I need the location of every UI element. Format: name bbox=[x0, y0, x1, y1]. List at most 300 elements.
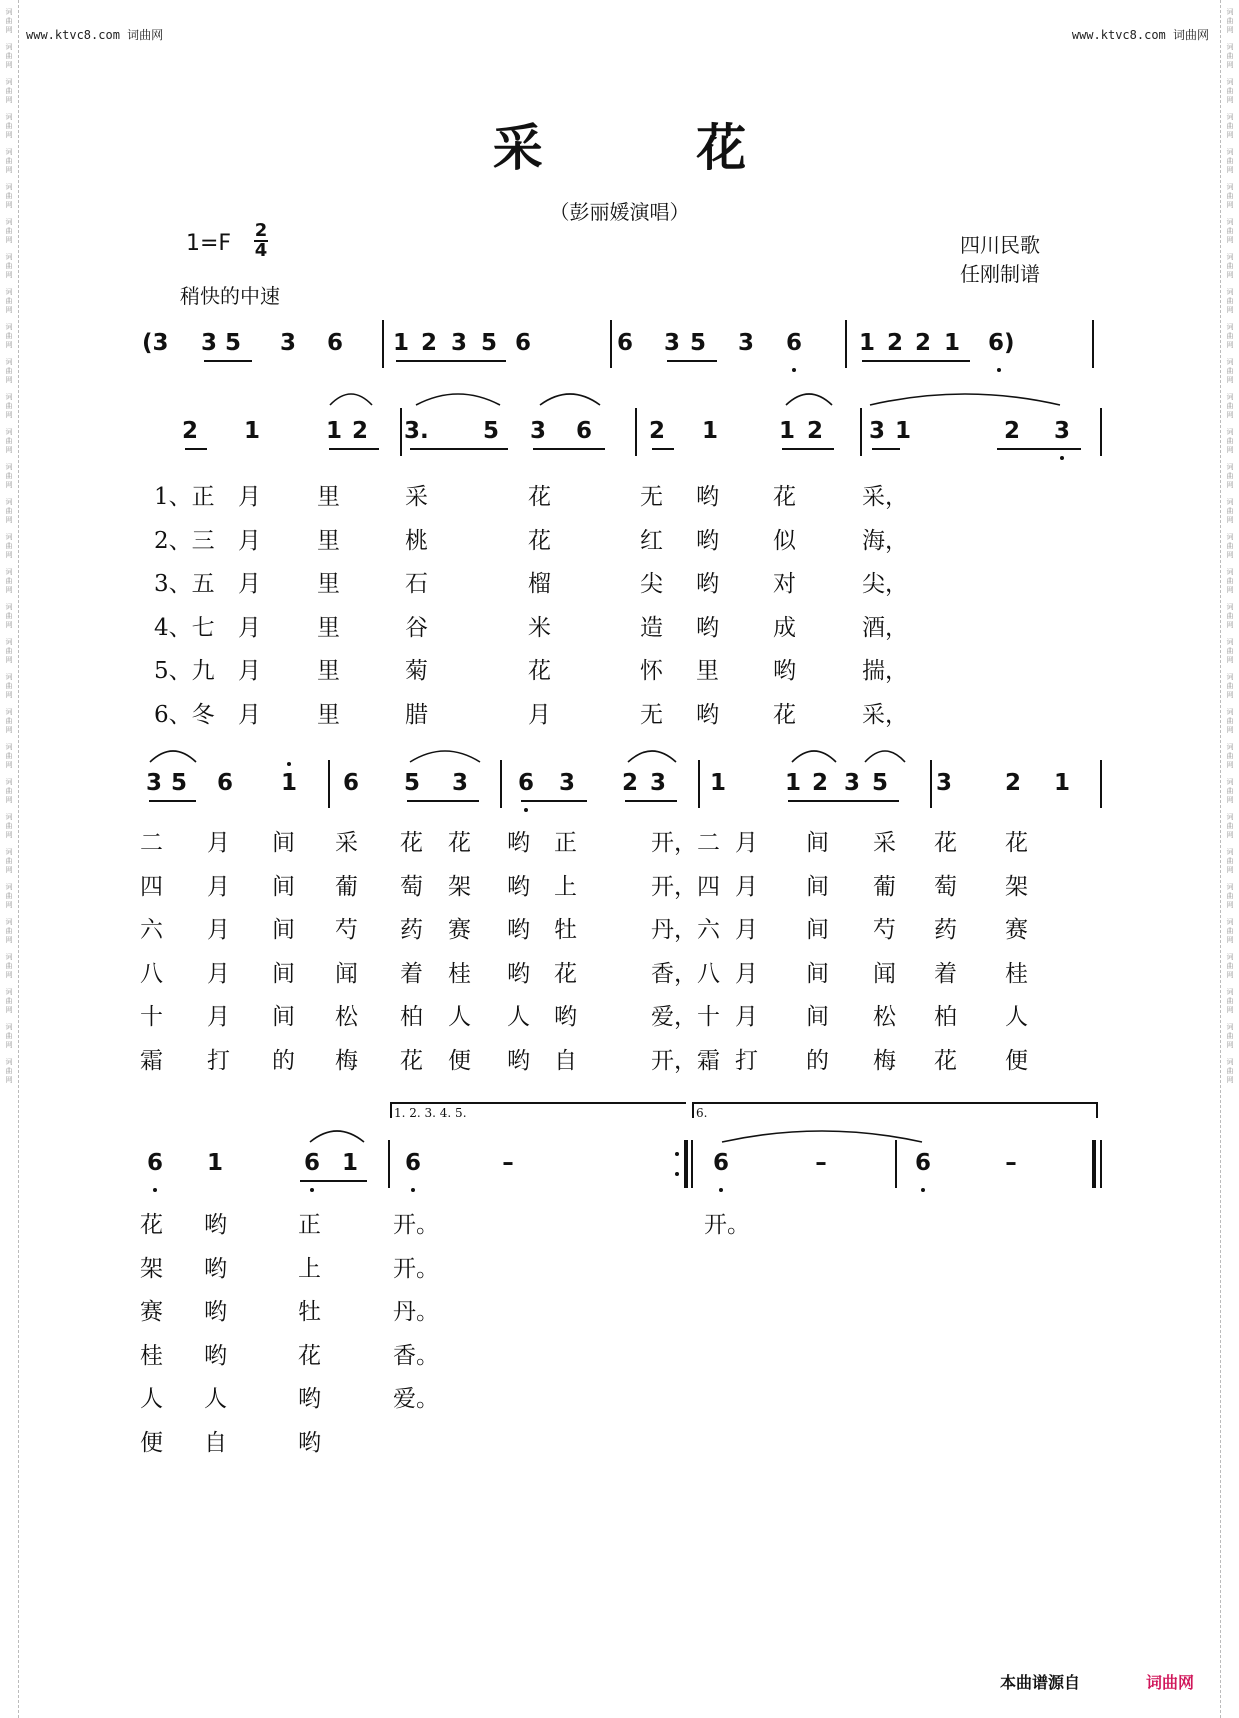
lyric-syllable: 花 bbox=[400, 830, 423, 856]
lyric-syllable: 便 bbox=[140, 1429, 163, 1456]
lyric-syllable: 正 bbox=[298, 1212, 321, 1238]
note: 5 bbox=[482, 418, 499, 444]
slur bbox=[540, 394, 600, 405]
watermark-glyph-group: 词 曲 网 bbox=[1226, 988, 1234, 1014]
lyric-syllable: 里 bbox=[317, 701, 340, 728]
lyric-syllable: 着 bbox=[934, 960, 957, 987]
note: 6) bbox=[988, 330, 1015, 356]
volta-second-label: 6. bbox=[696, 1106, 708, 1120]
lyric-syllable: 月 bbox=[735, 873, 758, 900]
lyric-syllable: 八 bbox=[140, 960, 163, 987]
lyric-syllable: 间 bbox=[806, 917, 829, 943]
slur bbox=[416, 394, 500, 405]
lyric-syllable: 月 bbox=[207, 1004, 230, 1030]
lyric-syllable: 香，八 bbox=[651, 960, 720, 987]
watermark-glyph-group: 词 曲 网 bbox=[5, 813, 13, 839]
time-bottom: 4 bbox=[254, 240, 268, 261]
lyric-syllable: 梅 bbox=[873, 1047, 896, 1074]
lyric-syllable: 月 bbox=[528, 701, 551, 728]
note: 6 bbox=[216, 770, 233, 796]
note: 6 bbox=[146, 1150, 163, 1176]
lyric-syllable: 丹，六 bbox=[651, 917, 720, 943]
note: 1 bbox=[943, 330, 960, 356]
note: 6 bbox=[575, 418, 592, 444]
lyric-syllable: 石 bbox=[405, 571, 428, 597]
repeat-barline bbox=[684, 1140, 688, 1188]
lyric-syllable: 采， bbox=[862, 701, 908, 728]
watermark-glyph-group: 词 曲 网 bbox=[1226, 1058, 1234, 1084]
lyric-syllable: 打 bbox=[207, 1047, 230, 1074]
lyric-syllable: 柏 bbox=[400, 1004, 423, 1030]
watermark-glyph-group: 词 曲 网 bbox=[5, 743, 13, 769]
lyric-syllable: 人 bbox=[1005, 1004, 1028, 1030]
lyric-syllable: 哟 bbox=[298, 1386, 321, 1412]
slur bbox=[150, 751, 196, 762]
lyric-syllable: 无 bbox=[640, 701, 663, 728]
lyric-syllable: 爱。 bbox=[393, 1386, 439, 1412]
lyric-syllable: 哟 bbox=[204, 1299, 227, 1325]
watermark-glyph-group: 词 曲 网 bbox=[5, 43, 13, 69]
lyric-syllable: 3、五 bbox=[154, 571, 215, 597]
watermark-glyph-group: 词 曲 网 bbox=[5, 568, 13, 594]
note: 3 bbox=[843, 770, 860, 796]
lyric-syllable: 六 bbox=[140, 917, 163, 943]
watermark-glyph-group: 词 曲 网 bbox=[5, 918, 13, 944]
note: 2 bbox=[351, 418, 368, 444]
lyric-syllable: 哟 bbox=[507, 917, 530, 943]
watermark-glyph-group: 词 曲 网 bbox=[1226, 43, 1234, 69]
slur bbox=[870, 394, 1060, 405]
note: 3 bbox=[1053, 418, 1070, 444]
lyric-syllable: 海， bbox=[862, 527, 908, 554]
note: 3 bbox=[935, 770, 952, 796]
lyric-syllable: 哟 bbox=[507, 873, 530, 900]
lyric-syllable: 哟 bbox=[696, 484, 719, 510]
lyric-syllable: 桃 bbox=[405, 527, 428, 554]
watermark-glyph-group: 词 曲 网 bbox=[5, 183, 13, 209]
footer-source-site[interactable]: 词曲网 bbox=[1146, 1673, 1195, 1692]
lyric-syllable: 柏 bbox=[934, 1004, 957, 1030]
lyric-syllable: 花 bbox=[140, 1212, 163, 1238]
lyric-syllable: 造 bbox=[640, 614, 663, 641]
watermark-glyph-group: 词 曲 网 bbox=[5, 638, 13, 664]
note: 6 bbox=[342, 770, 359, 796]
lyric-syllable: 哟 bbox=[696, 614, 719, 641]
lyric-syllable: 采 bbox=[335, 830, 358, 856]
watermark-glyph-group: 词 曲 网 bbox=[1226, 323, 1234, 349]
watermark-glyph-group: 词 曲 网 bbox=[1226, 673, 1234, 699]
lyric-syllable: 着 bbox=[400, 960, 423, 987]
lyric-syllable: 葡 bbox=[873, 873, 896, 900]
watermark-glyph-group: 词 曲 网 bbox=[5, 148, 13, 174]
lyric-syllable: 架 bbox=[1005, 873, 1028, 900]
lyric-syllable: 里 bbox=[317, 571, 340, 597]
slur bbox=[330, 394, 372, 405]
note: 3 bbox=[558, 770, 575, 796]
lyric-syllable: 里 bbox=[317, 614, 340, 641]
lyric-syllable: 桂 bbox=[1005, 960, 1028, 987]
lyric-syllable: 牡 bbox=[554, 917, 577, 943]
lyric-syllable: 哟 bbox=[696, 527, 719, 554]
note: 5 bbox=[871, 770, 888, 796]
slur bbox=[628, 751, 676, 762]
note: 2 bbox=[1004, 770, 1021, 796]
watermark-glyph-group: 词 曲 网 bbox=[1226, 953, 1234, 979]
lyric-syllable: 哟 bbox=[204, 1342, 227, 1369]
lyric-syllable: 揣， bbox=[862, 658, 908, 684]
lyric-syllable: 哟 bbox=[204, 1212, 227, 1238]
lyric-syllable: 月 bbox=[207, 917, 230, 943]
watermark-glyph-group: 词 曲 网 bbox=[5, 393, 13, 419]
watermark-glyph-group: 词 曲 网 bbox=[1226, 778, 1234, 804]
note: 2 bbox=[181, 418, 198, 444]
header-site-left: www.ktvc8.com 词曲网 bbox=[26, 28, 164, 42]
lyric-syllable: 开。 bbox=[393, 1255, 439, 1282]
lyric-syllable: 花 bbox=[934, 830, 957, 856]
note: 3 bbox=[737, 330, 754, 356]
lyric-syllable: 桂 bbox=[140, 1342, 163, 1369]
lyric-syllable: 药 bbox=[400, 917, 423, 943]
watermark-glyph-group: 词 曲 网 bbox=[1226, 78, 1234, 104]
note: 5 bbox=[480, 330, 497, 356]
note: 1 bbox=[243, 418, 260, 444]
note: 1 bbox=[325, 418, 342, 444]
watermark-glyph-group: 词 曲 网 bbox=[5, 603, 13, 629]
watermark-glyph-group: 词 曲 网 bbox=[1226, 218, 1234, 244]
lyric-syllable: 无 bbox=[640, 484, 663, 510]
watermark-glyph-group: 词 曲 网 bbox=[1226, 568, 1234, 594]
note: 1 bbox=[894, 418, 911, 444]
lyric-syllable: 菊 bbox=[405, 658, 428, 684]
lyric-syllable: 自 bbox=[554, 1047, 577, 1074]
lyric-syllable: 哟 bbox=[507, 830, 530, 856]
lyric-syllable: 月 bbox=[207, 960, 230, 987]
note: 1 bbox=[280, 770, 297, 796]
lyric-syllable: 采， bbox=[862, 484, 908, 510]
lyric-syllable: 月 bbox=[735, 960, 758, 987]
lyric-syllable: 上 bbox=[554, 873, 577, 900]
lyric-syllable: 采 bbox=[405, 484, 428, 510]
note: 2 bbox=[648, 418, 665, 444]
note: 3 bbox=[200, 330, 217, 356]
watermark-glyph-group: 词 曲 网 bbox=[5, 8, 13, 34]
note: 3 bbox=[279, 330, 296, 356]
watermark-glyph-group: 词 曲 网 bbox=[5, 428, 13, 454]
lyric-syllable: 月 bbox=[238, 527, 261, 554]
note: (3 bbox=[142, 330, 169, 356]
note: 3 bbox=[663, 330, 680, 356]
repeat-dot bbox=[675, 1152, 679, 1156]
lyric-syllable: 里 bbox=[317, 484, 340, 510]
lyric-syllable: 人 bbox=[140, 1386, 163, 1412]
lyric-syllable: 4、七 bbox=[154, 614, 215, 641]
lyric-syllable: 的 bbox=[272, 1047, 295, 1074]
lyric-syllable: 二 bbox=[140, 830, 163, 856]
watermark-glyph-group: 词 曲 网 bbox=[1226, 428, 1234, 454]
watermark-glyph-group: 词 曲 网 bbox=[1226, 113, 1234, 139]
lyric-syllable: 赛 bbox=[1005, 917, 1028, 943]
lyric-syllable: 哟 bbox=[507, 1047, 530, 1074]
performer: （彭丽媛演唱） bbox=[549, 200, 690, 224]
lyric-syllable: 便 bbox=[1005, 1047, 1028, 1074]
lyric-syllable: 桂 bbox=[448, 960, 471, 987]
lyric-syllable: 闻 bbox=[873, 960, 896, 987]
lyric-syllable: 月 bbox=[238, 614, 261, 641]
lyric-syllable: 花 bbox=[448, 830, 471, 856]
header-site-right: www.ktvc8.com 词曲网 bbox=[1071, 28, 1209, 42]
lyric-syllable: 芍 bbox=[335, 917, 358, 943]
watermark-glyph-group: 词 曲 网 bbox=[1226, 8, 1234, 34]
lyric-syllable: 里 bbox=[317, 527, 340, 554]
note: – bbox=[815, 1150, 827, 1176]
lyric-syllable: 十 bbox=[140, 1004, 163, 1030]
lyric-syllable: 便 bbox=[448, 1047, 471, 1074]
watermark-glyph-group: 词 曲 网 bbox=[5, 253, 13, 279]
lyric-syllable: 花 bbox=[1005, 830, 1028, 856]
note: 1 bbox=[778, 418, 795, 444]
lyric-syllable: 开，四 bbox=[651, 873, 720, 900]
watermark-glyph-group: 词 曲 网 bbox=[1226, 1023, 1234, 1049]
watermark-glyph-group: 词 曲 网 bbox=[5, 218, 13, 244]
lyric-syllable: 月 bbox=[238, 484, 261, 510]
lyric-syllable: 萄 bbox=[934, 873, 957, 900]
lyric-syllable: 花 bbox=[528, 484, 551, 510]
lyric-syllable: 榴 bbox=[528, 571, 551, 597]
lyric-syllable: 松 bbox=[335, 1004, 358, 1030]
lyric-syllable: 间 bbox=[272, 917, 295, 943]
lyric-syllable: 正 bbox=[554, 830, 577, 856]
lyric-syllable: 人 bbox=[448, 1004, 471, 1030]
note: 6 bbox=[712, 1150, 729, 1176]
watermark-glyph-group: 词 曲 网 bbox=[5, 1023, 13, 1049]
lyric-syllable: 哟 bbox=[507, 960, 530, 987]
watermark-glyph-group: 词 曲 网 bbox=[5, 778, 13, 804]
watermark-glyph-group: 词 曲 网 bbox=[5, 113, 13, 139]
lyric-syllable: 哟 bbox=[696, 701, 719, 728]
watermark-glyph-group: 词 曲 网 bbox=[5, 288, 13, 314]
watermark-glyph-group: 词 曲 网 bbox=[1226, 533, 1234, 559]
note: 6 bbox=[326, 330, 343, 356]
note: 1 bbox=[709, 770, 726, 796]
watermark-glyph-group: 词 曲 网 bbox=[5, 1058, 13, 1084]
watermark-glyph-group: 词 曲 网 bbox=[1226, 708, 1234, 734]
origin-credit: 四川民歌 bbox=[960, 233, 1040, 257]
watermark-glyph-group: 词 曲 网 bbox=[5, 323, 13, 349]
lyric-syllable: 月 bbox=[735, 917, 758, 943]
key-signature: 1=F bbox=[186, 231, 232, 256]
lyric-syllable: 似 bbox=[773, 527, 796, 554]
note: 3 bbox=[529, 418, 546, 444]
lyric-syllable: 间 bbox=[272, 830, 295, 856]
note: – bbox=[1005, 1150, 1017, 1176]
lyric-syllable: 月 bbox=[735, 1004, 758, 1030]
lyric-syllable: 花 bbox=[773, 701, 796, 728]
watermark-glyph-group: 词 曲 网 bbox=[1226, 603, 1234, 629]
note: 6 bbox=[514, 330, 531, 356]
note: 5 bbox=[170, 770, 187, 796]
watermark-glyph-group: 词 曲 网 bbox=[1226, 253, 1234, 279]
lyric-syllable: 葡 bbox=[335, 873, 358, 900]
watermark-glyph-group: 词 曲 网 bbox=[1226, 848, 1234, 874]
lyric-syllable: 赛 bbox=[140, 1299, 163, 1325]
lyric-syllable: 花 bbox=[934, 1047, 957, 1074]
lyric-syllable: 采 bbox=[873, 830, 896, 856]
lyric-syllable: 哟 bbox=[773, 658, 796, 684]
note: 1 bbox=[701, 418, 718, 444]
lyric-syllable: 上 bbox=[298, 1255, 321, 1282]
lyric-syllable: 6、冬 bbox=[154, 701, 215, 728]
watermark-glyph-group: 词 曲 网 bbox=[5, 498, 13, 524]
watermark-glyph-group: 词 曲 网 bbox=[5, 883, 13, 909]
watermark-glyph-group: 词 曲 网 bbox=[5, 848, 13, 874]
song-title: 采 花 bbox=[492, 118, 815, 177]
lyric-syllable: 人 bbox=[507, 1004, 530, 1030]
note: 1 bbox=[341, 1150, 358, 1176]
watermark-glyph-group: 词 曲 网 bbox=[1226, 638, 1234, 664]
lyric-syllable: 里 bbox=[317, 658, 340, 684]
lyric-syllable: 月 bbox=[238, 701, 261, 728]
note: 2 bbox=[806, 418, 823, 444]
lyric-syllable: 架 bbox=[448, 873, 471, 900]
watermark-glyph-group: 词 曲 网 bbox=[1226, 183, 1234, 209]
watermark-glyph-group: 词 曲 网 bbox=[1226, 813, 1234, 839]
note: 2 bbox=[420, 330, 437, 356]
lyric-syllable: 自 bbox=[204, 1429, 227, 1456]
watermark-glyph-group: 词 曲 网 bbox=[1226, 918, 1234, 944]
note: 1 bbox=[392, 330, 409, 356]
note: 5 bbox=[689, 330, 706, 356]
watermark-glyph-group: 词 曲 网 bbox=[1226, 358, 1234, 384]
watermark-glyph-group: 词 曲 网 bbox=[1226, 463, 1234, 489]
lyric-syllable: 花 bbox=[298, 1342, 321, 1369]
lyric-syllable: 红 bbox=[640, 527, 663, 554]
note: 6 bbox=[517, 770, 534, 796]
watermark-glyph-group: 词 曲 网 bbox=[5, 988, 13, 1014]
note: 3 bbox=[868, 418, 885, 444]
lyric-syllable: 1、正 bbox=[154, 484, 215, 510]
lyric-syllable: 花 bbox=[528, 527, 551, 554]
time-top: 2 bbox=[254, 220, 268, 241]
watermark-glyph-group: 词 曲 网 bbox=[5, 953, 13, 979]
lyric-syllable: 丹。 bbox=[393, 1299, 439, 1325]
slur bbox=[310, 1131, 364, 1142]
watermark-glyph-group: 词 曲 网 bbox=[5, 463, 13, 489]
note: 2 bbox=[914, 330, 931, 356]
lyric-syllable: 花 bbox=[400, 1047, 423, 1074]
lyric-syllable: 月 bbox=[735, 830, 758, 856]
note: 2 bbox=[1003, 418, 1020, 444]
footer-source-label: 本曲谱源自 bbox=[1000, 1673, 1081, 1692]
lyric-syllable: 酒， bbox=[862, 614, 908, 641]
lyric-syllable: 药 bbox=[934, 917, 957, 943]
note: 6 bbox=[914, 1150, 931, 1176]
watermark-glyph-group: 词 曲 网 bbox=[1226, 743, 1234, 769]
lyric-syllable: 月 bbox=[207, 830, 230, 856]
tempo-marking: 稍快的中速 bbox=[180, 284, 280, 308]
lyric-syllable: 间 bbox=[806, 873, 829, 900]
lyric-syllable: 打 bbox=[735, 1047, 758, 1074]
watermark-glyph-group: 词 曲 网 bbox=[5, 533, 13, 559]
lyric-syllable: 开。 bbox=[704, 1212, 750, 1238]
note: 2 bbox=[886, 330, 903, 356]
lyric-syllable: 米 bbox=[528, 614, 551, 641]
slur bbox=[865, 751, 905, 762]
lyric-syllable: 间 bbox=[272, 960, 295, 987]
lyric-syllable: 月 bbox=[207, 873, 230, 900]
lyric-syllable: 梅 bbox=[335, 1047, 358, 1074]
note: 3 bbox=[451, 770, 468, 796]
lyric-syllable: 哟 bbox=[696, 571, 719, 597]
lyric-syllable: 尖 bbox=[640, 571, 663, 597]
watermark-glyph-group: 词 曲 网 bbox=[5, 358, 13, 384]
lyric-syllable: 的 bbox=[806, 1047, 829, 1074]
lyric-syllable: 闻 bbox=[335, 960, 358, 987]
watermark-glyph-group: 词 曲 网 bbox=[5, 78, 13, 104]
lyric-syllable: 赛 bbox=[448, 917, 471, 943]
lyric-syllable: 花 bbox=[554, 960, 577, 987]
lyric-syllable: 萄 bbox=[400, 873, 423, 900]
note: 3 bbox=[450, 330, 467, 356]
lyric-syllable: 人 bbox=[204, 1386, 227, 1412]
note: 3. bbox=[404, 418, 429, 444]
lyric-syllable: 开。 bbox=[393, 1212, 439, 1238]
lyric-syllable: 腊 bbox=[405, 701, 428, 728]
note: 2 bbox=[811, 770, 828, 796]
repeat-dot bbox=[675, 1172, 679, 1176]
note: 5 bbox=[224, 330, 241, 356]
lyric-syllable: 间 bbox=[806, 960, 829, 987]
lyric-syllable: 5、九 bbox=[154, 658, 215, 684]
lyric-syllable: 哟 bbox=[554, 1004, 577, 1030]
slur bbox=[410, 751, 480, 762]
watermark-glyph-group: 词 曲 网 bbox=[5, 708, 13, 734]
lyric-syllable: 间 bbox=[272, 1004, 295, 1030]
note: 6 bbox=[404, 1150, 421, 1176]
lyric-syllable: 哟 bbox=[204, 1255, 227, 1282]
note: 6 bbox=[616, 330, 633, 356]
watermark-glyph-group: 词 曲 网 bbox=[1226, 393, 1234, 419]
watermark-glyph-group: 词 曲 网 bbox=[1226, 883, 1234, 909]
lyric-syllable: 开，二 bbox=[651, 830, 720, 856]
lyric-syllable: 芍 bbox=[873, 917, 896, 943]
lyric-syllable: 哟 bbox=[298, 1429, 321, 1456]
watermark-glyph-group: 词 曲 网 bbox=[5, 673, 13, 699]
lyric-syllable: 开，霜 bbox=[651, 1047, 720, 1074]
note: 6 bbox=[785, 330, 802, 356]
lyric-syllable: 花 bbox=[773, 484, 796, 510]
note: 1 bbox=[858, 330, 875, 356]
note: – bbox=[502, 1150, 514, 1176]
watermark-glyph-group: 词 曲 网 bbox=[1226, 148, 1234, 174]
note: 5 bbox=[403, 770, 420, 796]
lyric-syllable: 霜 bbox=[140, 1047, 163, 1074]
lyric-syllable: 间 bbox=[806, 1004, 829, 1030]
lyric-syllable: 尖， bbox=[862, 571, 908, 597]
lyric-syllable: 怀 bbox=[640, 658, 663, 684]
lyric-syllable: 间 bbox=[272, 873, 295, 900]
note: 1 bbox=[1053, 770, 1070, 796]
note: 3 bbox=[145, 770, 162, 796]
lyric-syllable: 香。 bbox=[393, 1342, 439, 1369]
note: 1 bbox=[784, 770, 801, 796]
note: 1 bbox=[206, 1150, 223, 1176]
note: 3 bbox=[649, 770, 666, 796]
lyric-syllable: 牡 bbox=[298, 1299, 321, 1325]
lyric-syllable: 谷 bbox=[405, 614, 428, 641]
note: 6 bbox=[303, 1150, 320, 1176]
slur bbox=[722, 1131, 922, 1142]
volta-first-label: 1. 2. 3. 4. 5. bbox=[394, 1106, 467, 1120]
